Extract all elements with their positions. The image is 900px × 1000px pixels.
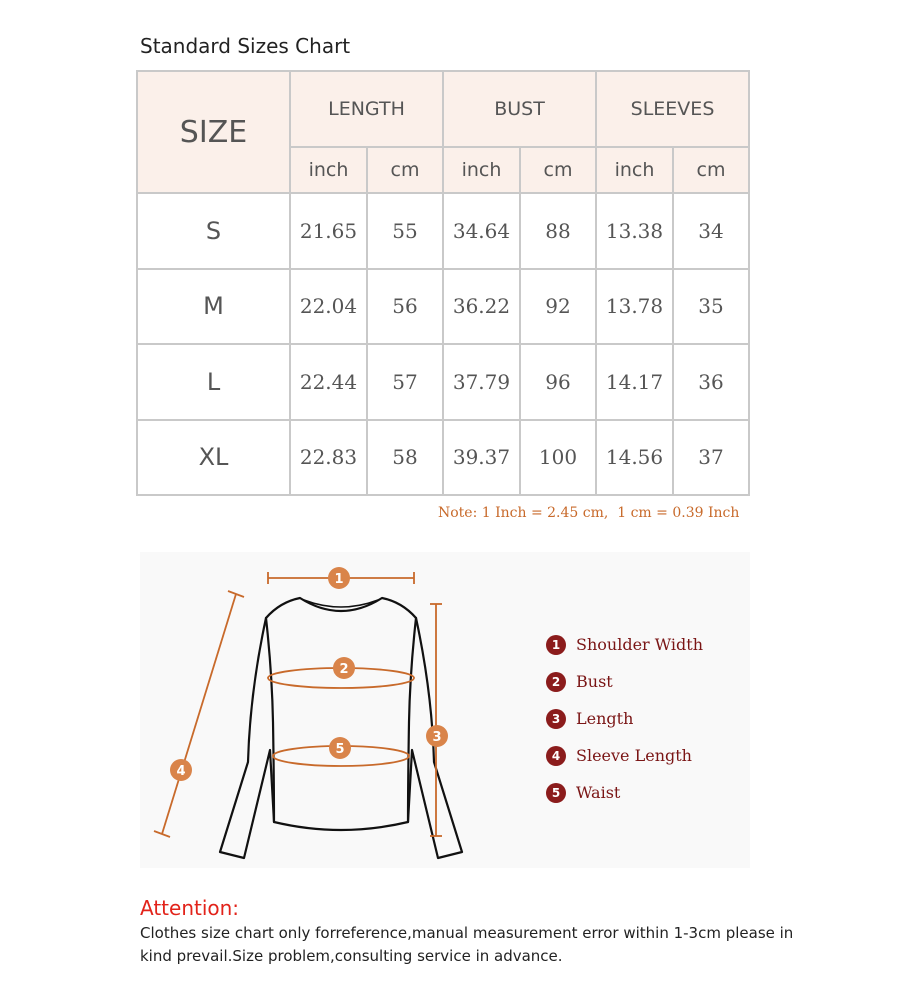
table-row (137, 344, 749, 420)
legend-item (546, 700, 703, 737)
table-cell: 13.78 (596, 269, 673, 345)
legend-item (546, 663, 703, 700)
unit-header: cm (367, 147, 443, 193)
marker-1 (328, 567, 350, 589)
size-table (136, 70, 750, 496)
unit-header: cm (520, 147, 596, 193)
sleeve-length-line (162, 594, 236, 834)
table-cell: 34.64 (443, 193, 520, 269)
legend-label: Bust (576, 672, 613, 691)
table-cell: 22.04 (290, 269, 367, 345)
svg-text:3: 3 (432, 730, 442, 745)
legend-number: 4 (546, 746, 566, 766)
table-cell: 88 (520, 193, 596, 269)
measurement-legend (546, 626, 703, 811)
legend-label: Waist (576, 783, 621, 802)
legend-number: 5 (546, 783, 566, 803)
measurement-lines (154, 572, 442, 837)
table-cell: 22.44 (290, 344, 367, 420)
table-cell: 55 (367, 193, 443, 269)
svg-text:1: 1 (334, 572, 344, 587)
table-cell: 37.79 (443, 344, 520, 420)
marker-5 (329, 737, 351, 759)
table-cell: 57 (367, 344, 443, 420)
size-header: SIZE (137, 71, 290, 193)
table-cell: 36 (673, 344, 749, 420)
attention-title: Attention: (140, 896, 240, 920)
table-cell: 34 (673, 193, 749, 269)
table-cell: 22.83 (290, 420, 367, 496)
legend-label: Length (576, 709, 634, 728)
table-cell: 100 (520, 420, 596, 496)
legend-label: Sleeve Length (576, 746, 692, 765)
size-label: L (137, 344, 290, 420)
size-label: XL (137, 420, 290, 496)
table-cell: 37 (673, 420, 749, 496)
svg-text:5: 5 (335, 742, 345, 757)
unit-header: inch (596, 147, 673, 193)
marker-4 (170, 759, 192, 781)
marker-3 (426, 725, 448, 747)
table-cell: 56 (367, 269, 443, 345)
bust-header: BUST (443, 71, 596, 147)
table-cell: 13.38 (596, 193, 673, 269)
sleeves-header: SLEEVES (596, 71, 749, 147)
shirt-outline (220, 598, 462, 858)
size-label: M (137, 269, 290, 345)
legend-number: 1 (546, 635, 566, 655)
svg-text:4: 4 (176, 764, 186, 779)
measurement-diagram (140, 552, 750, 868)
marker-2 (333, 657, 355, 679)
table-row (137, 193, 749, 269)
legend-label: Shoulder Width (576, 635, 704, 654)
svg-text:2: 2 (339, 662, 349, 677)
legend-item (546, 737, 703, 774)
table-cell: 92 (520, 269, 596, 345)
table-row (137, 269, 749, 345)
legend-number: 3 (546, 709, 566, 729)
conversion-note: Note: 1 Inch = 2.45 cm, 1 cm = 0.39 Inch (438, 505, 740, 521)
legend-item (546, 774, 703, 811)
legend-item (546, 626, 703, 663)
length-header: LENGTH (290, 71, 443, 147)
unit-header: inch (290, 147, 367, 193)
unit-header: inch (443, 147, 520, 193)
table-cell: 58 (367, 420, 443, 496)
attention-text: Clothes size chart only forreference,manual measurement error within 1-3cm please in kind prevail.Size problem,consulting service in advance. (140, 924, 794, 965)
chart-title: Standard Sizes Chart (140, 34, 351, 58)
table-cell: 14.17 (596, 344, 673, 420)
size-label: S (137, 193, 290, 269)
table-cell: 96 (520, 344, 596, 420)
table-cell: 21.65 (290, 193, 367, 269)
table-row (137, 420, 749, 496)
unit-header: cm (673, 147, 749, 193)
table-cell: 36.22 (443, 269, 520, 345)
table-cell: 35 (673, 269, 749, 345)
table-cell: 39.37 (443, 420, 520, 496)
table-cell: 14.56 (596, 420, 673, 496)
legend-number: 2 (546, 672, 566, 692)
